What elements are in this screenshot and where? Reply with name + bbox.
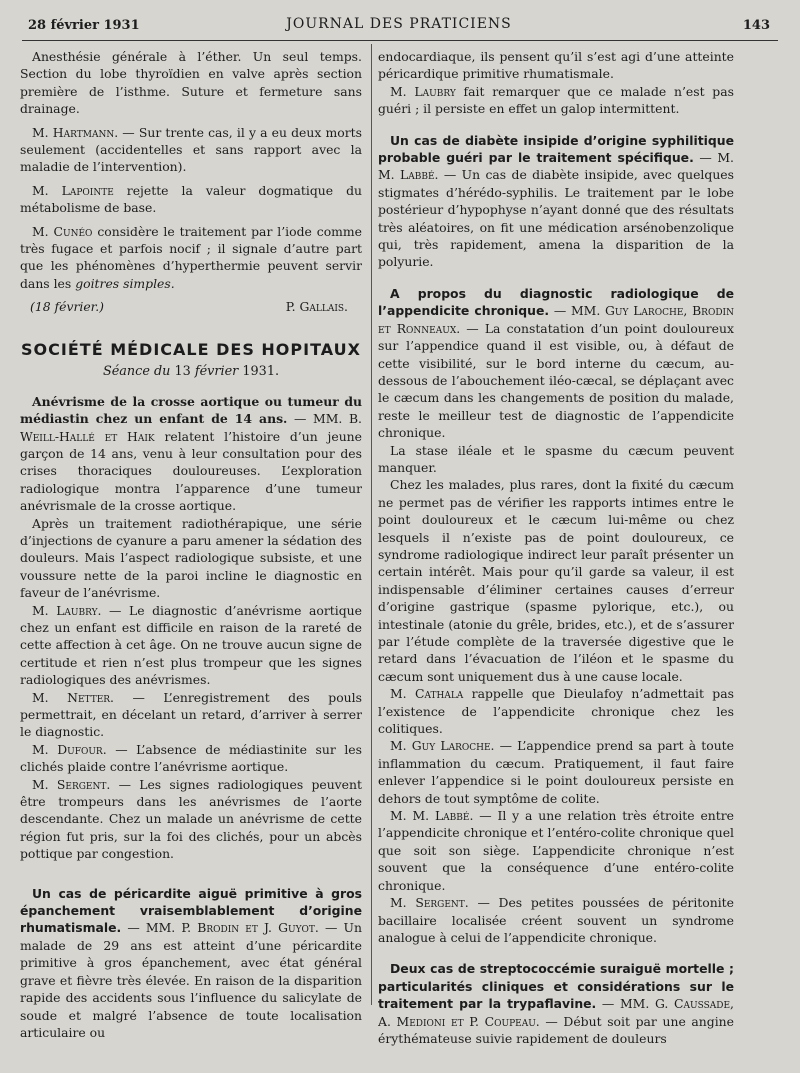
speaker-name: Sergent. <box>56 776 111 792</box>
paragraph-text: — Des petites poussées de péritonite bacillaire localisée créent souvent un syndrome analogue à celui de l’appendicite chronique. <box>378 895 734 945</box>
speaker-name: Laubry <box>414 83 456 99</box>
article-authors: — MM. Guy Laroche, Brodin et Ronneaux. <box>378 303 734 336</box>
paragraph: M. Laubry. — Le diagnostic d’anévrisme aortique chez un enfant est difficile en raison de la rareté de cette affection à cet âge. On ne trouve aucun signe de certitude et rien n’est plus trompeur que les signes radiologiques des anévrismes. <box>20 602 362 688</box>
paragraph: M. Cunéo considère le traitement par l’iode comme très fugace et parfois nocif ; il signale d’autre part que les phénomènes d’hyperthermie peuvent servir dans les goitres simples. <box>20 223 362 291</box>
speaker-name: Hartmann. <box>52 124 119 140</box>
paragraph <box>378 960 734 1047</box>
society-heading: SOCIÉTÉ MÉDICALE DES HOPITAUX <box>21 339 361 359</box>
paragraph <box>378 132 734 271</box>
paragraph-text: relatent l’histoire d’un jeune garçon de 14 ans, venu à leur consultation pour des crises thoraciques douloureuses. L’exploration radiologique montra l’apparence d’une tumeur anévrismale de la crosse aortique. <box>20 428 362 514</box>
paragraph: M. Dufour. — L’absence de médiastinite sur les clichés plaide contre l’anévrisme aortique. <box>20 741 362 775</box>
author-signature: P. Gallais. <box>285 299 348 315</box>
article-authors: — MM. P. Brodin et J. Guyot. <box>121 920 319 936</box>
paragraph: M. Guy Laroche. — L’appendice prend sa part à toute inflammation du cæcum. Pratiquement, il faut faire enlever l’appendice si le point douloureux persiste en dehors de tout symptôme de colite. <box>378 738 734 806</box>
issue-date: 28 février 1931 <box>28 18 140 33</box>
speaker-name: Cunéo <box>53 223 93 239</box>
paragraph-text: — L’appendice prend sa part à toute inflammation du cæcum. Pratiquement, il faut faire enlever l’appendice si le point douloureux persiste en dehors de tout symptôme de colite. <box>378 738 734 806</box>
article-title: Deux cas de streptococcémie suraiguë mortelle ; particularités cliniques et considérations sur le traitement par la trypaflavine. <box>378 961 734 1012</box>
article-title: Un cas de péricardite aiguë primitive à gros épanchement vraisemblablement d’origine rhumatismale. <box>20 885 362 936</box>
speaker-name: Guy Laroche. <box>411 738 495 754</box>
paragraph-text: considère le traitement par l’iode comme très fugace et parfois nocif ; il signale d’autre part que les phénomènes d’hyperthermie peuvent servir dans les <box>20 223 362 291</box>
speaker-name: Netter. <box>67 689 114 705</box>
paragraph-text: — Il y a une relation très étroite entre l’appendicite chronique et l’entéro-colite chronique quel que soit son siège. L’appendicite chronique n’est souvent que la conséquence d’une entéro-colite chronique. <box>378 808 734 893</box>
paragraph-text: — Un cas de diabète insipide, avec quelques stigmates d’hérédo-syphilis. Le traitement par le lobe postérieur d’hypophyse n’ayant donné que des résultats très aléatoires, on fit une médication arsénobenzolique qui, très rapidement, amena la disparition de la polyurie. <box>378 167 734 270</box>
paragraph-text: — Un malade de 29 ans est atteint d’une péricardite primitive à gros épanchement, avec état général grave et fièvre très élevée. En raison de la disparition rapide des accidents sous l’influence du salicylate de soude et malgré l’absence de toute localisation articulaire ou <box>20 920 362 1040</box>
seance-day: 13 <box>174 363 191 379</box>
paragraph-text: rejette la valeur dogmatique du métabolisme de base. <box>20 182 362 216</box>
paragraph-text: — L’absence de médiastinite sur les clichés plaide contre l’anévrisme aortique. <box>20 741 362 775</box>
header-rule <box>22 40 778 41</box>
session-date <box>20 363 362 381</box>
paragraph-text: — Sur trente cas, il y a eu deux morts seulement (accidentelles et sans rapport avec la maladie de l’intervention). <box>20 124 362 175</box>
speaker-name: Lapointe <box>61 182 114 198</box>
paragraph: M. Hartmann. — Sur trente cas, il y a eu deux morts seulement (accidentelles et sans rapport avec la maladie de l’intervention). <box>20 124 362 175</box>
paragraph-text: rappelle que Dieulafoy n’admettait pas l’existence de l’appendicite chronique chez les colitiques. <box>378 686 734 737</box>
article-title: Anévrisme de la crosse aortique ou tumeur du médiastin chez un enfant de 14 ans. <box>20 393 362 427</box>
report-date: (18 février.) <box>30 299 105 315</box>
article-authors: — MM. G. Caussade, A. Medioni et P. Coupeau. <box>378 996 734 1029</box>
paragraph-text: fait remarquer que ce malade n’est pas guéri ; il persiste en effet un galop intermittent. <box>378 83 734 117</box>
article-authors: — MM. B. Weill-Hallé et Haik <box>20 411 362 444</box>
speaker-name: Cathala <box>414 686 464 702</box>
right-column <box>378 48 734 1053</box>
paragraph-text: — Début soit par une angine érythémateuse suivie rapidement de douleurs <box>378 1013 734 1046</box>
article-authors: — M. M. Labbé. <box>378 150 734 183</box>
speaker-name: Dufour. <box>57 741 107 757</box>
speaker-name: Labbé. <box>434 808 474 824</box>
paragraph: Après un traitement radiothérapique, une série d’injections de cyanure a paru amener la sédation des douleurs. Mais l’aspect radiologique subsiste, et une voussure nette de la paroi incline le diagnostic en faveur de l’anévrisme. <box>20 515 362 601</box>
paragraph: M. Cathala rappelle que Dieulafoy n’admettait pas l’existence de l’appendicite chronique chez les colitiques. <box>378 686 734 737</box>
paragraph-text: — La constatation d’un point douloureux sur l’appendice quand il est visible, ou, à défaut de cette visibilité, sur le bord interne du cæcum, au-dessous de l’abouchement iléo-cæcal, se déplaçant avec le cæcum dans les changements de position du malade, reste le meilleur test de diagnostic de l’appendicite chronique. <box>378 320 734 441</box>
paragraph <box>20 885 362 1042</box>
article-title: Un cas de diabète insipide d’origine syphilitique probable guéri par le traitement spécifique. <box>378 132 734 166</box>
speaker-name: Laubry. <box>56 602 102 618</box>
seance-month: février <box>194 363 239 379</box>
paragraph: M. Sergent. — Des petites poussées de péritonite bacillaire localisée créent souvent un syndrome analogue à celui de l’appendicite chronique. <box>378 895 734 945</box>
paragraph: M. Laubry fait remarquer que ce malade n’est pas guéri ; il persiste en effet un galop intermittent. <box>378 83 734 117</box>
paragraph <box>20 393 362 515</box>
signature-line <box>20 298 362 315</box>
journal-title: JOURNAL DES PRATICIENS <box>286 16 512 32</box>
paragraph: Chez les malades, plus rares, dont la fixité du cæcum ne permet pas de vérifier les rapports intimes entre le point douloureux et le cæcum lui-même ou chez lesquels il n’existe pas de point douloureux, ce syndrome radiologique indirect leur paraît présenter un certain intérêt. Mais pour qu’il garde sa valeur, il est indispensable d’éliminer certaines causes d’erreur d’origine gastrique (spasme pylorique, etc.), ou intestinale (atonie du grêle, brides, etc.), et de s’assurer par l’étude complète de la traversée digestive que le retard dans l’évacuation de l’iléon et le spasme du cæcum sont uniquement dus à une cause locale. <box>378 477 734 684</box>
paragraph: M. Lapointe rejette la valeur dogmatique du métabolisme de base. <box>20 182 362 216</box>
article-title: A propos du diagnostic radiologique de l’appendicite chronique. <box>378 285 734 319</box>
italic-text: goitres simples. <box>75 275 175 291</box>
left-column <box>20 48 362 1058</box>
paragraph: Anesthésie générale à l’éther. Un seul temps. Section du lobe thyroïdien en valve après section première de l’isthme. Suture et fermeture sans drainage. <box>20 49 362 117</box>
page-number: 143 <box>742 18 770 33</box>
seance-prefix: Séance du <box>102 363 171 379</box>
paragraph-text: — Le diagnostic d’anévrisme aortique chez un enfant est difficile en raison de la rareté de cette affection à cet âge. On ne trouve aucun signe de certitude et rien n’est plus trompeur que les signes radiologiques des anévrismes. <box>20 602 362 688</box>
paragraph: La stase iléale et le spasme du cæcum peuvent manquer. <box>378 442 734 475</box>
paragraph: endocardiaque, ils pensent qu’il s’est agi d’une atteinte péricardique primitive rhumatismale. <box>378 49 734 82</box>
paragraph: M. Sergent. — Les signes radiologiques peuvent être trompeurs dans les anévrismes de l’aorte descendante. Chez un malade un anévrisme de cette région fut pris, sur la foi des clichés, pour un abcès pottique par congestion. <box>20 776 362 862</box>
paragraph: M. M. Labbé. — Il y a une relation très étroite entre l’appendicite chronique et l’entéro-colite chronique quel que soit son siège. L’appendicite chronique n’est souvent que la conséquence d’une entéro-colite chronique. <box>378 808 734 893</box>
seance-year: 1931. <box>242 363 280 379</box>
paragraph <box>378 285 734 442</box>
column-divider <box>371 44 372 1005</box>
paragraph-text: — Les signes radiologiques peuvent être trompeurs dans les anévrismes de l’aorte descendante. Chez un malade un anévrisme de cette région fut pris, sur la foi des clichés, pour un abcès pottique par congestion. <box>20 776 362 862</box>
page-header <box>28 14 770 40</box>
speaker-name: Sergent. <box>415 895 469 911</box>
paragraph-text: — L’enregistrement des pouls permettrait, en décelant un retard, d’arriver à serrer le diagnostic. <box>20 689 362 740</box>
paragraph: M. Netter. — L’enregistrement des pouls permettrait, en décelant un retard, d’arriver à serrer le diagnostic. <box>20 689 362 740</box>
